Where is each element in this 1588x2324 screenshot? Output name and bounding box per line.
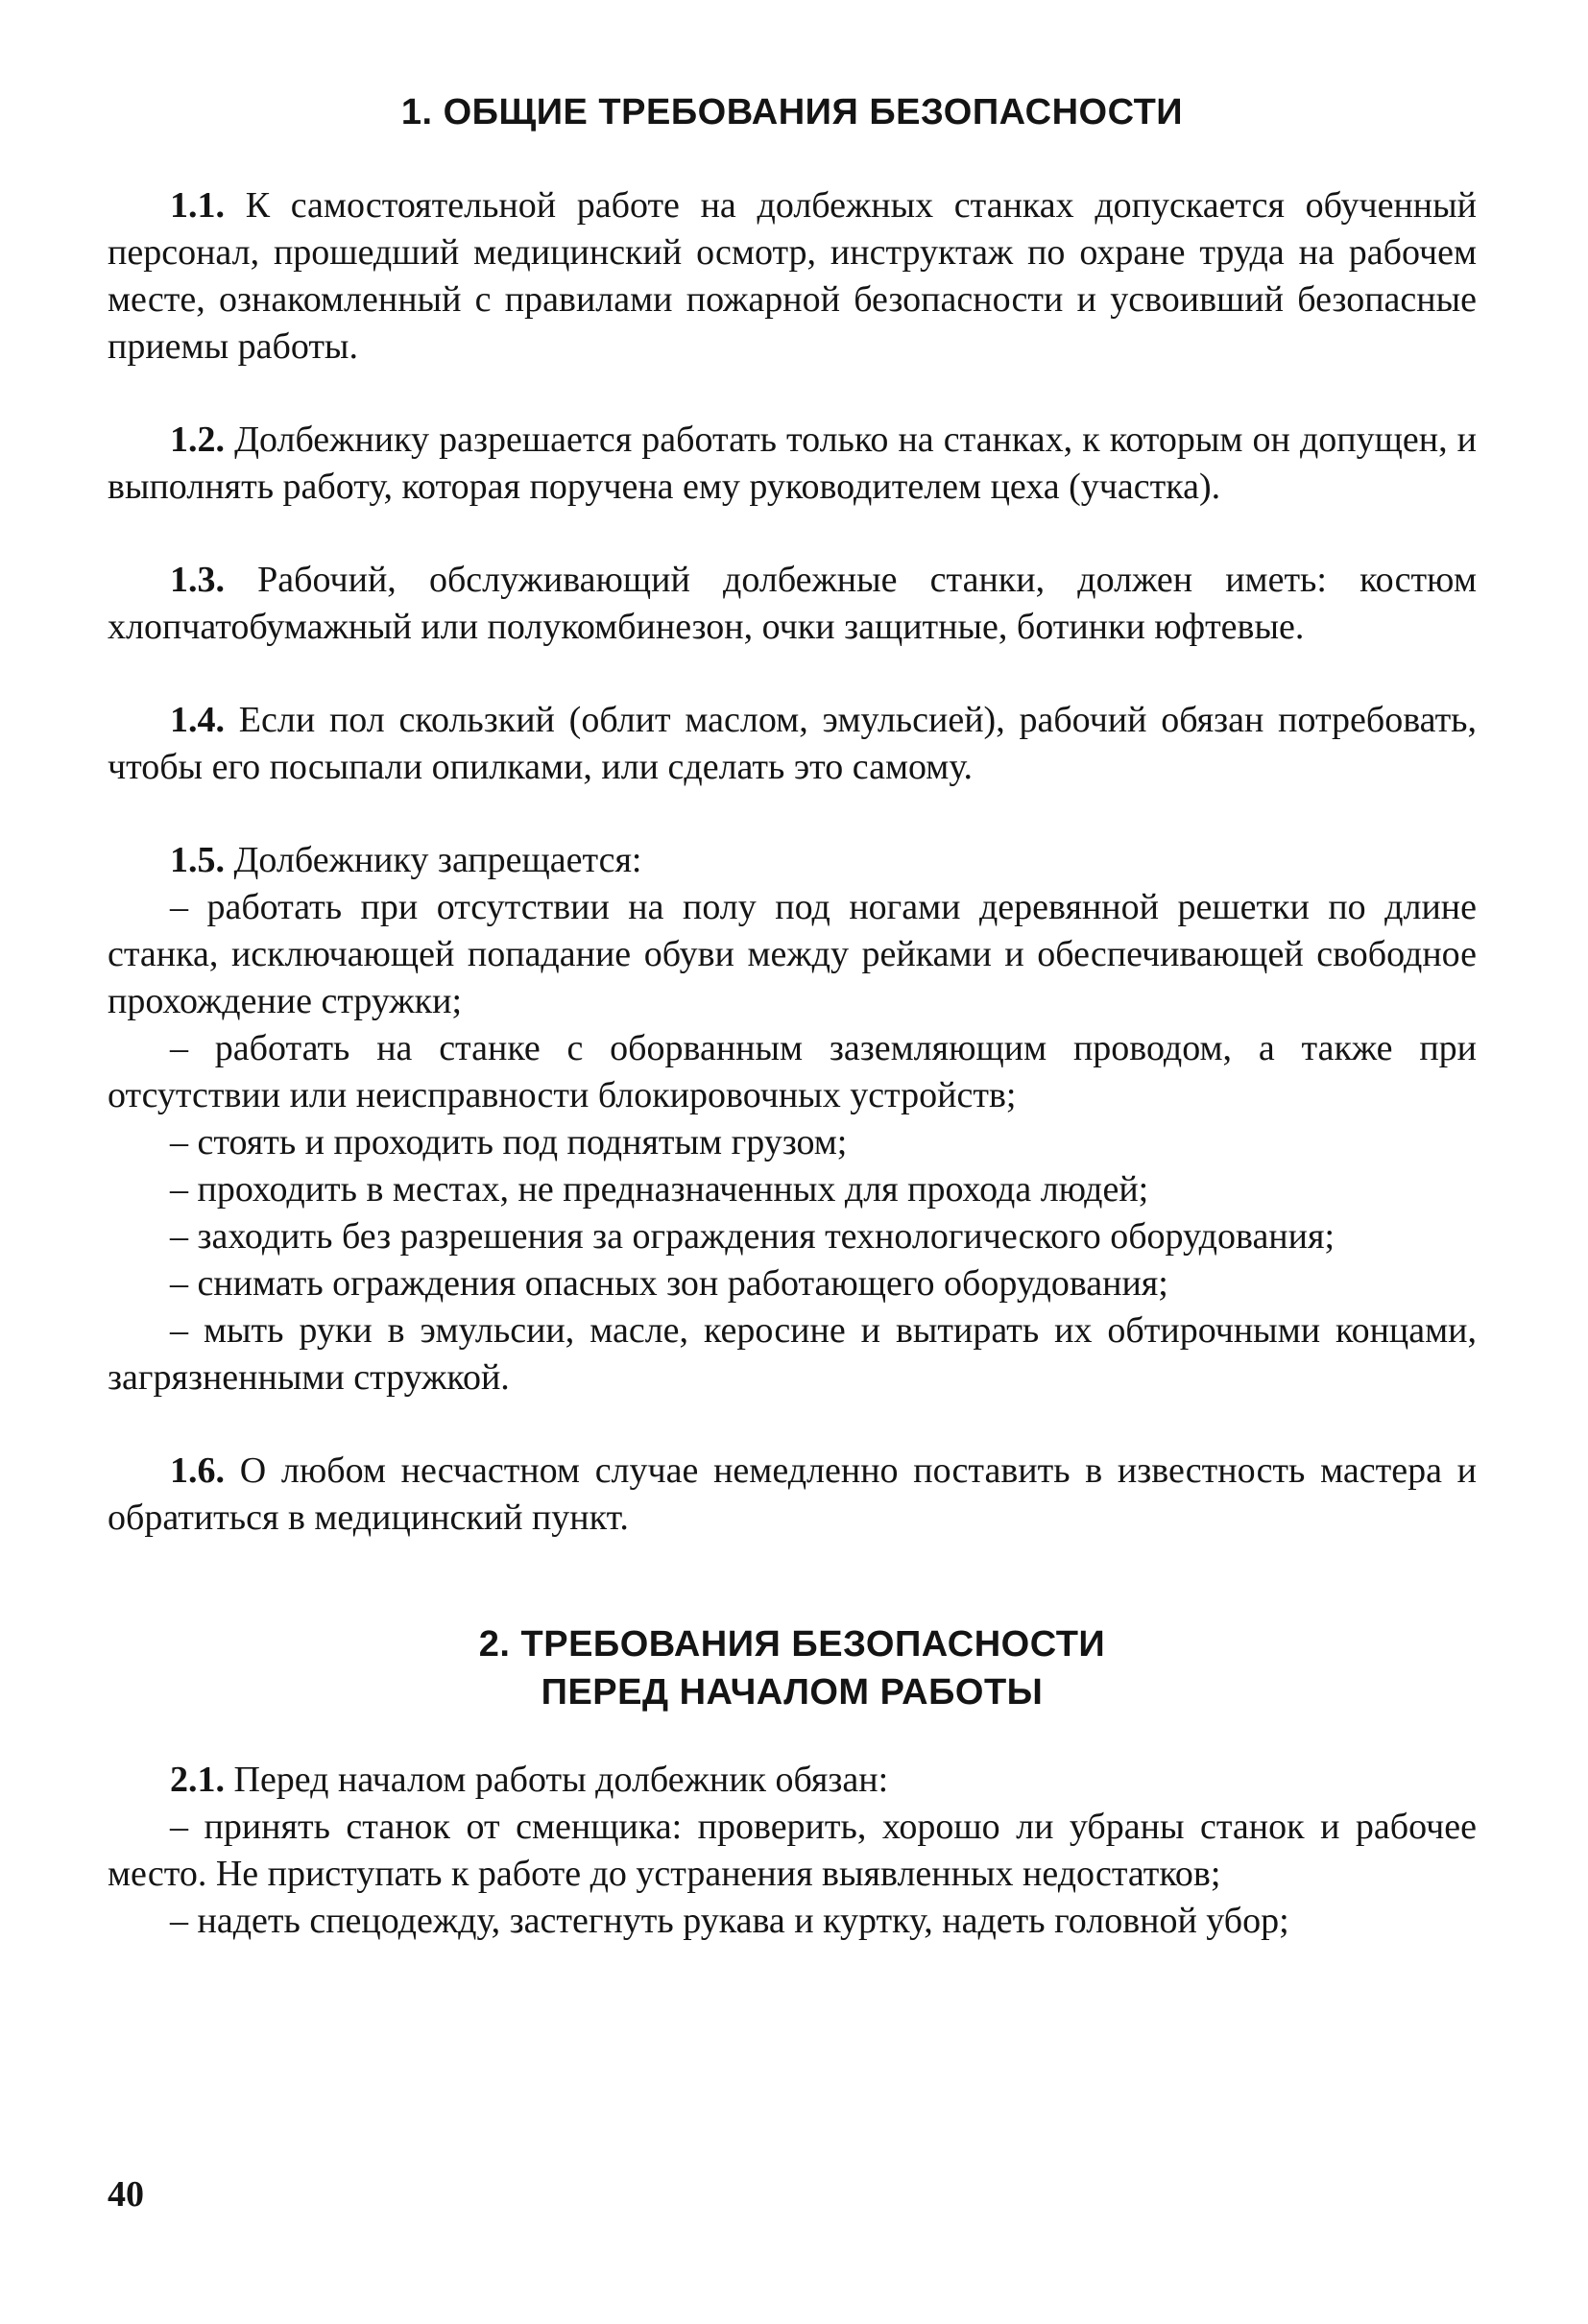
page-number: 40 <box>108 2174 144 2215</box>
list-item: – надеть спецодежду, застегнуть рукава и куртку, надеть головной убор; <box>170 1901 1289 1941</box>
paragraph-1-1 <box>108 182 1477 371</box>
paragraph-text: О любом несчастном случае немедленно поставить в известность мастера и обратиться в медицинский пункт. <box>108 1450 1477 1538</box>
list-item: – мыть руки в эмульсии, масле, керосине и вытирать их обтирочными концами, загрязненными стружкой. <box>108 1310 1477 1398</box>
paragraph-1-5-lead <box>108 837 1477 884</box>
paragraph-1-4 <box>108 697 1477 791</box>
paragraph-2-1 <box>108 1757 1477 1945</box>
paragraph-text: Долбежнику запрещается: <box>233 840 642 880</box>
paragraph-text: Если пол скользкий (облит маслом, эмульсией), рабочий обязан потребовать, чтобы его посыпали опилками, или сделать это самому. <box>108 700 1478 787</box>
document-page <box>108 88 1477 1945</box>
list-item: – работать на станке с оборванным заземляющим проводом, а также при отсутствии или неисправности блокировочных устройств; <box>108 1028 1477 1115</box>
section-2-heading <box>108 1620 1477 1716</box>
paragraph-number: 1.1. <box>170 185 225 226</box>
paragraph-number: 2.1. <box>170 1760 225 1800</box>
paragraph-1-5 <box>108 837 1477 1402</box>
section-2-heading-line-1: 2. ТРЕБОВАНИЯ БЕЗОПАСНОСТИ <box>478 1624 1106 1665</box>
list-item: – заходить без разрешения за ограждения технологического оборудования; <box>170 1216 1335 1257</box>
section-2-heading-line-2: ПЕРЕД НАЧАЛОМ РАБОТЫ <box>541 1672 1044 1713</box>
list-item: – проходить в местах, не предназначенных для прохода людей; <box>170 1169 1149 1210</box>
paragraph-number: 1.5. <box>170 840 225 880</box>
paragraph-text: Перед началом работы долбежник обязан: <box>233 1760 889 1800</box>
list-item: – снимать ограждения опасных зон работающего оборудования; <box>170 1263 1168 1304</box>
paragraph-text: К самостоятельной работе на долбежных станках допускается обученный персонал, прошедший медицинский осмотр, инструктаж по охране труда на рабочем месте, ознакомленный с правилами пожарной безопасности и усвоивший безопасные приемы работы. <box>108 185 1478 367</box>
paragraph-number: 1.4. <box>170 700 225 740</box>
paragraph-number: 1.2. <box>170 419 225 460</box>
paragraph-number: 1.6. <box>170 1450 225 1491</box>
paragraph-1-2 <box>108 417 1477 511</box>
section-1-heading: 1. ОБЩИЕ ТРЕБОВАНИЯ БЕЗОПАСНОСТИ <box>400 92 1184 132</box>
paragraph-1-6 <box>108 1448 1477 1542</box>
paragraph-text: Рабочий, обслуживающий долбежные станки, должен иметь: костюм хлопчатобумажный или полукомбинезон, очки защитные, ботинки юфтевые. <box>108 560 1477 647</box>
paragraph-number: 1.3. <box>170 560 225 600</box>
list-item: – стоять и проходить под поднятым грузом; <box>170 1122 848 1162</box>
list-item: – работать при отсутствии на полу под ногами деревянной решетки по длине станка, исключающей попадание обуви между рейками и обеспечивающей свободное прохождение стружки; <box>108 887 1477 1021</box>
paragraph-2-1-lead <box>108 1757 1477 1804</box>
paragraph-text: Долбежнику разрешается работать только на станках, к которым он допущен, и выполнять работу, которая поручена ему руководителем цеха (участка). <box>108 419 1477 507</box>
paragraph-1-3 <box>108 557 1477 651</box>
list-item: – принять станок от сменщика: проверить, хорошо ли убраны станок и рабочее место. Не приступать к работе до устранения выявленных недостатков; <box>108 1807 1477 1894</box>
